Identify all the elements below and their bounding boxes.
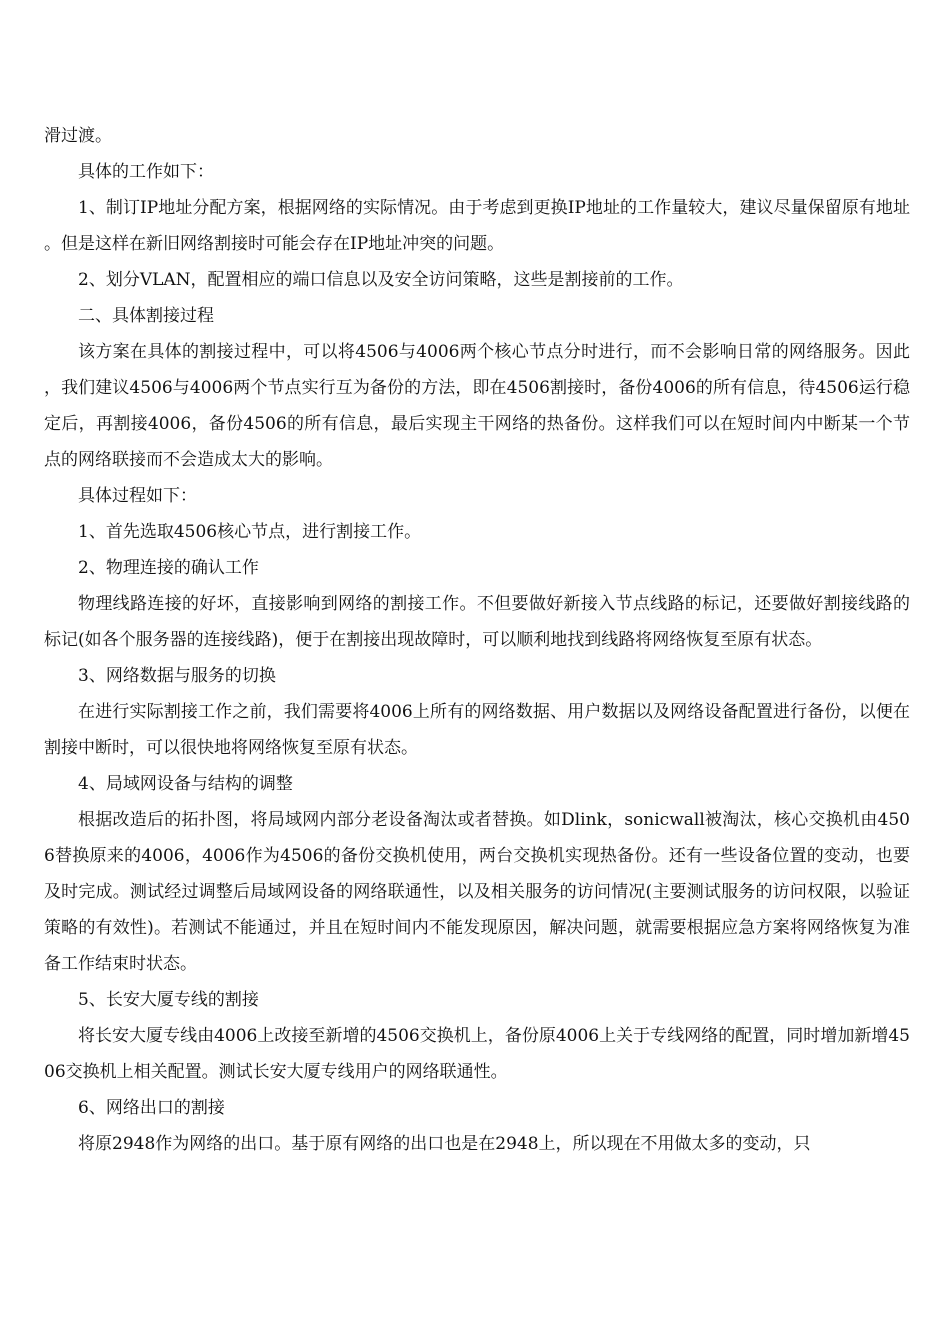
paragraph: 该方案在具体的割接过程中，可以将4506与4006两个核心节点分时进行，而不会影响日常的网络服务。因此，我们建议4506与4006两个节点实行互为备份的方法，即在4506割接时，备份4006的所有信息，待4506运行稳定后，再割接4006，备份4506的所有信息，最后实现主干网络的热备份。这样我们可以在短时间内中断某一个节点的网络联接而不会造成太大的影响。 — [44, 342, 910, 470]
paragraph: 将原2948作为网络的出口。基于原有网络的出口也是在2948上，所以现在不用做太多的变动，只 — [78, 1134, 811, 1154]
list-item-heading: 5、长安大厦专线的割接 — [78, 990, 259, 1010]
paragraph: 滑过渡。 — [44, 126, 112, 146]
paragraph: 2、划分VLAN，配置相应的端口信息以及安全访问策略，这些是割接前的工作。 — [78, 270, 684, 290]
list-item: 1、首先选取4506核心节点，进行割接工作。 — [78, 522, 422, 542]
list-item-heading: 3、网络数据与服务的切换 — [78, 666, 276, 686]
document-body — [44, 118, 910, 1162]
list-item-heading: 6、网络出口的割接 — [78, 1098, 225, 1118]
paragraph: 1、制订IP地址分配方案，根据网络的实际情况。由于考虑到更换IP地址的工作量较大，建议尽量保留原有地址。但是这样在新旧网络割接时可能会存在IP地址冲突的问题。 — [44, 198, 910, 254]
list-item-heading: 2、物理连接的确认工作 — [78, 558, 259, 578]
paragraph: 具体过程如下： — [78, 486, 197, 506]
paragraph: 根据改造后的拓扑图，将局域网内部分老设备淘汰或者替换。如Dlink，sonicwall被淘汰，核心交换机由4506替换原来的4006，4006作为4506的备份交换机使用，两台交换机实现热备份。还有一些设备位置的变动，也要及时完成。测试经过调整后局域网设备的网络联通性，以及相关服务的访问情况(主要测试服务的访问权限，以验证策略的有效性)。若测试不能通过，并且在短时间内不能发现原因，解决问题，就需要根据应急方案将网络恢复为准备工作结束时状态。 — [44, 810, 910, 974]
paragraph: 物理线路连接的好坏，直接影响到网络的割接工作。不但要做好新接入节点线路的标记，还要做好割接线路的标记(如各个服务器的连接线路)，便于在割接出现故障时，可以顺利地找到线路将网络恢复至原有状态。 — [44, 594, 910, 650]
section-heading: 二、具体割接过程 — [78, 306, 214, 326]
paragraph: 在进行实际割接工作之前，我们需要将4006上所有的网络数据、用户数据以及网络设备配置进行备份，以便在割接中断时，可以很快地将网络恢复至原有状态。 — [44, 702, 910, 758]
paragraph: 具体的工作如下： — [78, 162, 214, 182]
list-item-heading: 4、局域网设备与结构的调整 — [78, 774, 293, 794]
paragraph: 将长安大厦专线由4006上改接至新增的4506交换机上，备份原4006上关于专线网络的配置，同时增加新增4506交换机上相关配置。测试长安大厦专线用户的网络联通性。 — [44, 1026, 910, 1082]
